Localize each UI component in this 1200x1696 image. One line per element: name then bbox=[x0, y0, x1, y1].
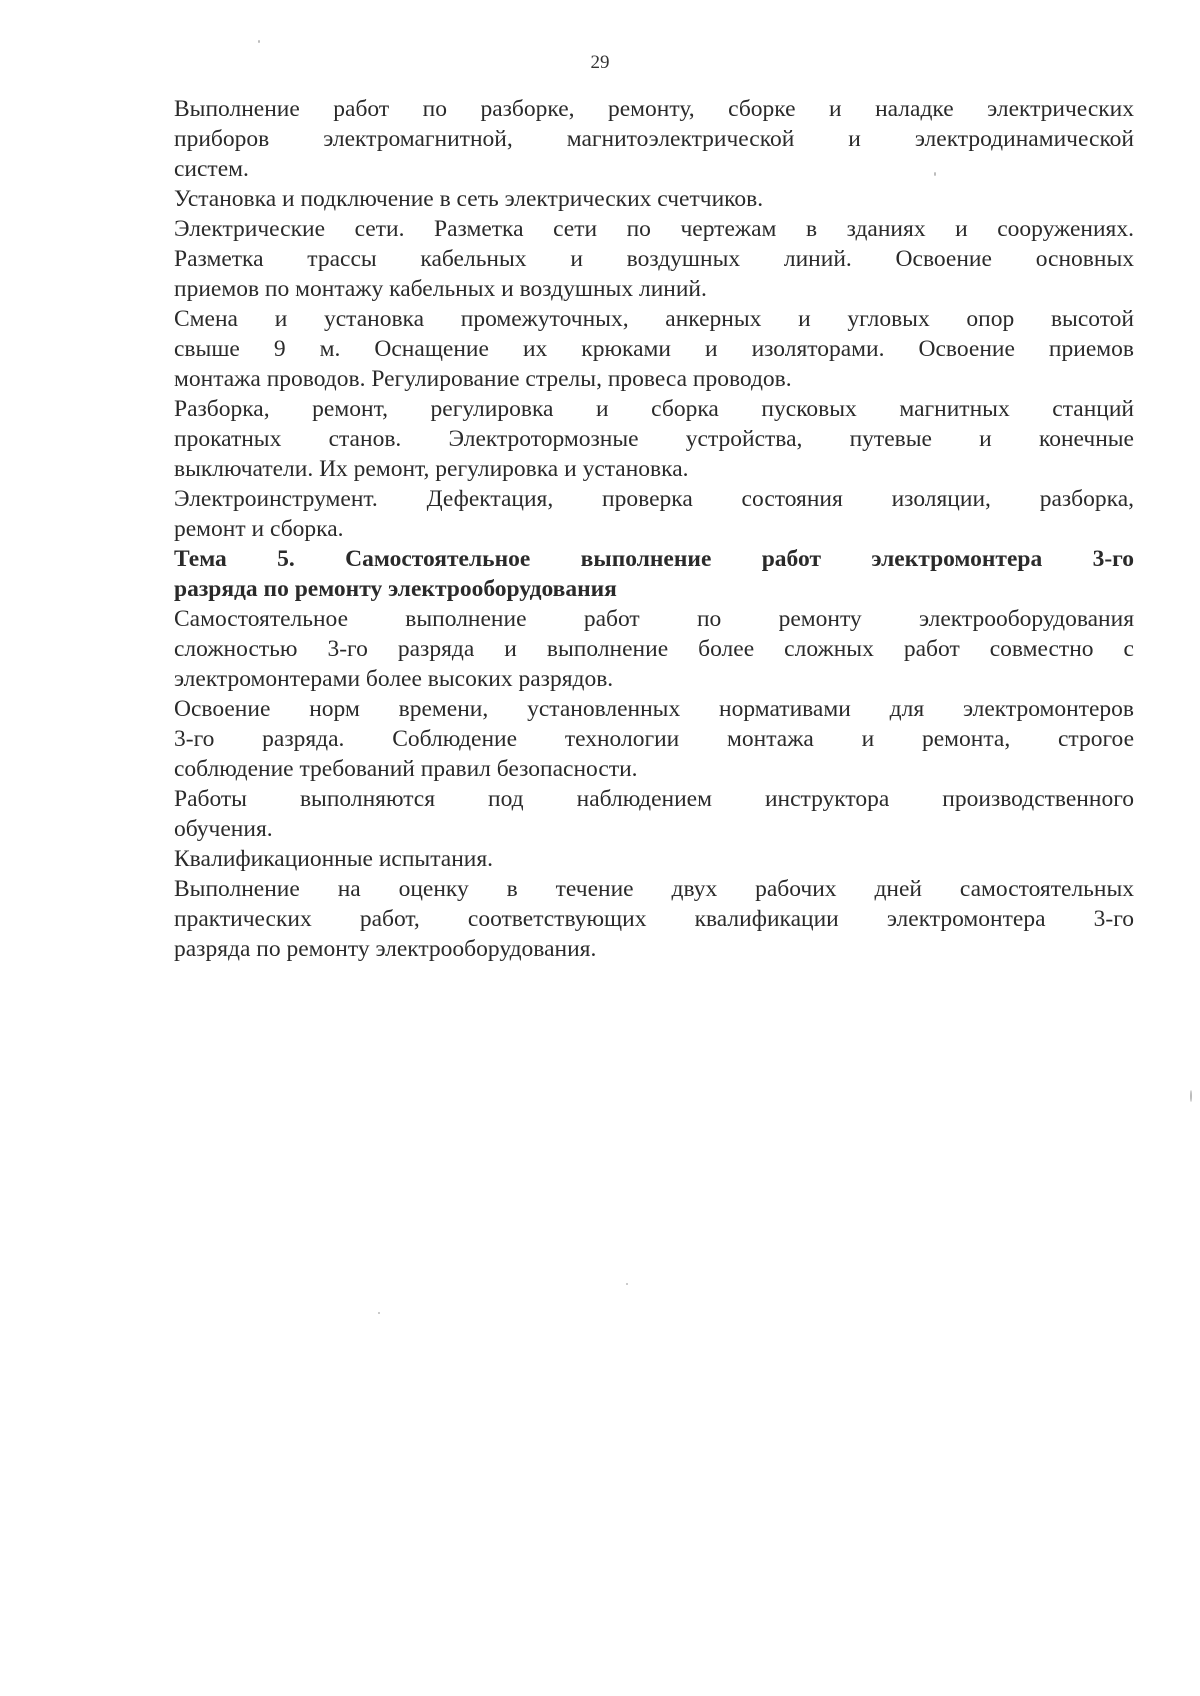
text-line: Выполнение работ по разборке, ремонту, сборке и наладке электрических bbox=[174, 96, 1134, 122]
text-line: ремонт и сборка. bbox=[174, 516, 344, 542]
scan-speck bbox=[934, 172, 936, 176]
text-line: практических работ, соответствующих квалификации электромонтера 3-го bbox=[174, 906, 1134, 932]
text-line: разряда по ремонту электрооборудования. bbox=[174, 936, 597, 962]
text-line: обучения. bbox=[174, 816, 273, 842]
text-line: приемов по монтажу кабельных и воздушных линий. bbox=[174, 276, 707, 302]
text-line: прокатных станов. Электротормозные устройства, путевые и конечные bbox=[174, 426, 1134, 452]
text-line: Самостоятельное выполнение работ по ремонту электрооборудования bbox=[174, 606, 1134, 632]
text-line: 3-го разряда. Соблюдение технологии монтажа и ремонта, строгое bbox=[174, 726, 1134, 752]
text-line: Разметка трассы кабельных и воздушных линий. Освоение основных bbox=[174, 246, 1134, 272]
text-line: Электроинструмент. Дефектация, проверка состояния изоляции, разборка, bbox=[174, 486, 1134, 512]
page-number: 29 bbox=[590, 52, 610, 73]
text-line: соблюдение требований правил безопасности. bbox=[174, 756, 638, 782]
scan-speck bbox=[258, 40, 260, 43]
document-body bbox=[174, 94, 1134, 964]
text-line: приборов электромагнитной, магнитоэлектрической и электродинамической bbox=[174, 126, 1134, 152]
text-line: сложностью 3-го разряда и выполнение более сложных работ совместно с bbox=[174, 636, 1134, 662]
text-line: Электрические сети. Разметка сети по чертежам в зданиях и сооружениях. bbox=[174, 216, 1134, 242]
text-line: электромонтерами более высоких разрядов. bbox=[174, 666, 614, 692]
text-line: выключатели. Их ремонт, регулировка и установка. bbox=[174, 456, 689, 482]
text-line: Разборка, ремонт, регулировка и сборка пусковых магнитных станций bbox=[174, 396, 1134, 422]
text-line: систем. bbox=[174, 156, 249, 182]
scan-speck bbox=[626, 1283, 628, 1285]
text-line: Смена и установка промежуточных, анкерных и угловых опор высотой bbox=[174, 306, 1134, 332]
text-line: свыше 9 м. Оснащение их крюками и изоляторами. Освоение приемов bbox=[174, 336, 1134, 362]
text-line: монтажа проводов. Регулирование стрелы, провеса проводов. bbox=[174, 366, 792, 392]
section-heading-line: разряда по ремонту электрооборудования bbox=[174, 576, 617, 602]
scan-speck bbox=[378, 1312, 380, 1314]
text-line: Квалификационные испытания. bbox=[174, 846, 494, 872]
scan-speck bbox=[1190, 1090, 1192, 1102]
text-line: Установка и подключение в сеть электрических счетчиков. bbox=[174, 186, 764, 212]
text-line: Работы выполняются под наблюдением инструктора производственного bbox=[174, 786, 1134, 812]
section-heading-line: Тема 5. Самостоятельное выполнение работ электромонтера 3-го bbox=[174, 546, 1134, 572]
text-line: Освоение норм времени, установленных нормативами для электромонтеров bbox=[174, 696, 1134, 722]
text-line: Выполнение на оценку в течение двух рабочих дней самостоятельных bbox=[174, 876, 1134, 902]
